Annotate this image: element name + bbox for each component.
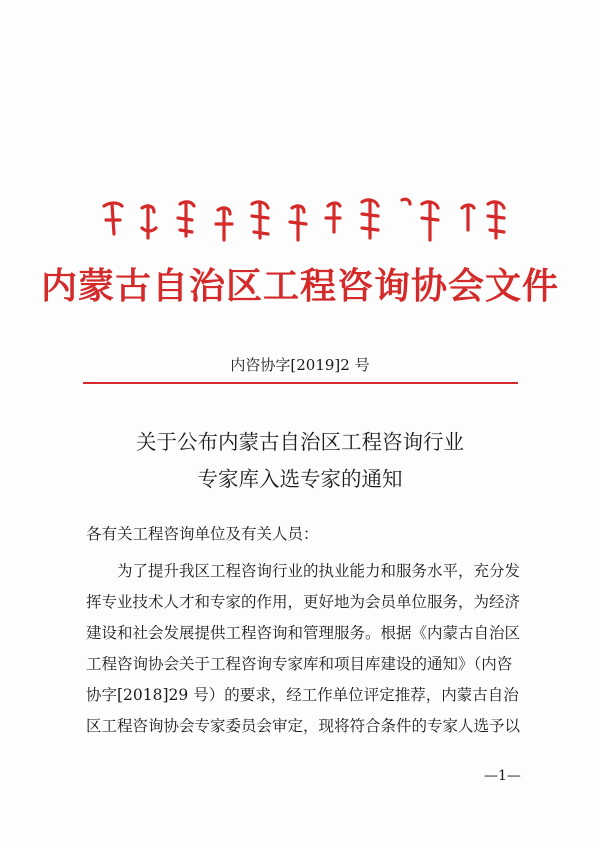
- body-line: 协字[2018]29 号）的要求，经工作单位评定推荐，内蒙古自治: [86, 686, 519, 704]
- document-title: [0, 424, 600, 498]
- page-number: —1—: [484, 768, 521, 784]
- document-number: 内咨协字[2019]2 号: [230, 356, 370, 374]
- body-line: 工程咨询协会关于工程咨询专家库和项目库建设的通知》（内咨: [86, 655, 513, 673]
- document-title-line-1: 关于公布内蒙古自治区工程咨询行业: [136, 430, 464, 454]
- body-line: 挥专业技术人才和专家的作用，更好地为会员单位服务，为经济: [86, 593, 521, 611]
- mongolian-script-header: [92, 190, 512, 248]
- salutation: 各有关工程咨询单位及有关人员：: [86, 525, 319, 543]
- body-line: 区工程咨询协会专家委员会审定，现将符合条件的专家人选予以: [86, 717, 521, 735]
- red-divider-line: [83, 382, 518, 384]
- body-line: 为了提升我区工程咨询行业的执业能力和服务水平，充分发: [86, 562, 521, 580]
- issuing-org-title: 内蒙古自治区工程咨询协会文件: [40, 266, 559, 307]
- body-paragraph: [86, 556, 526, 742]
- body-line: 建设和社会发展提供工程咨询和管理服务。根据《内蒙古自治区: [86, 624, 521, 642]
- document-title-line-2: 专家库入选专家的通知: [197, 467, 403, 491]
